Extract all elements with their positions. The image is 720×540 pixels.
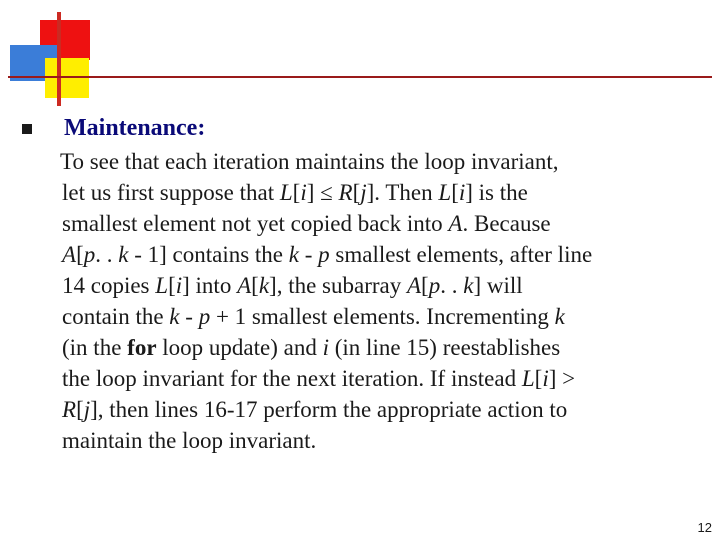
text-line: (in the for loop update) and i (in line 15) reestablishes xyxy=(62,335,561,360)
title-rule xyxy=(8,76,712,78)
text-line: A[p. . k - 1] contains the k - p smallest elements, after line xyxy=(62,242,593,267)
page-number: 12 xyxy=(697,520,712,535)
square-bullet-icon xyxy=(22,124,32,134)
decor-yellow-square xyxy=(45,58,89,98)
text-line: maintain the loop invariant. xyxy=(62,428,317,453)
body-paragraph xyxy=(62,146,712,456)
decor-vertical-line xyxy=(57,12,61,106)
text-line: let us first suppose that L[i] ≤ R[j]. Then L[i] is the xyxy=(62,180,528,205)
text-line: smallest element not yet copied back into A. Because xyxy=(62,211,551,236)
text-line: the loop invariant for the next iteration. If instead L[i] > xyxy=(62,366,576,391)
text-line: R[j], then lines 16-17 perform the appropriate action to xyxy=(62,397,568,422)
section-heading: Maintenance: xyxy=(64,115,206,141)
text-line: 14 copies L[i] into A[k], the subarray A[p. . k] will xyxy=(62,273,523,298)
text-line: To see that each iteration maintains the loop invariant, xyxy=(60,149,559,174)
text-line: contain the k - p + 1 smallest elements. Incrementing k xyxy=(62,304,565,329)
